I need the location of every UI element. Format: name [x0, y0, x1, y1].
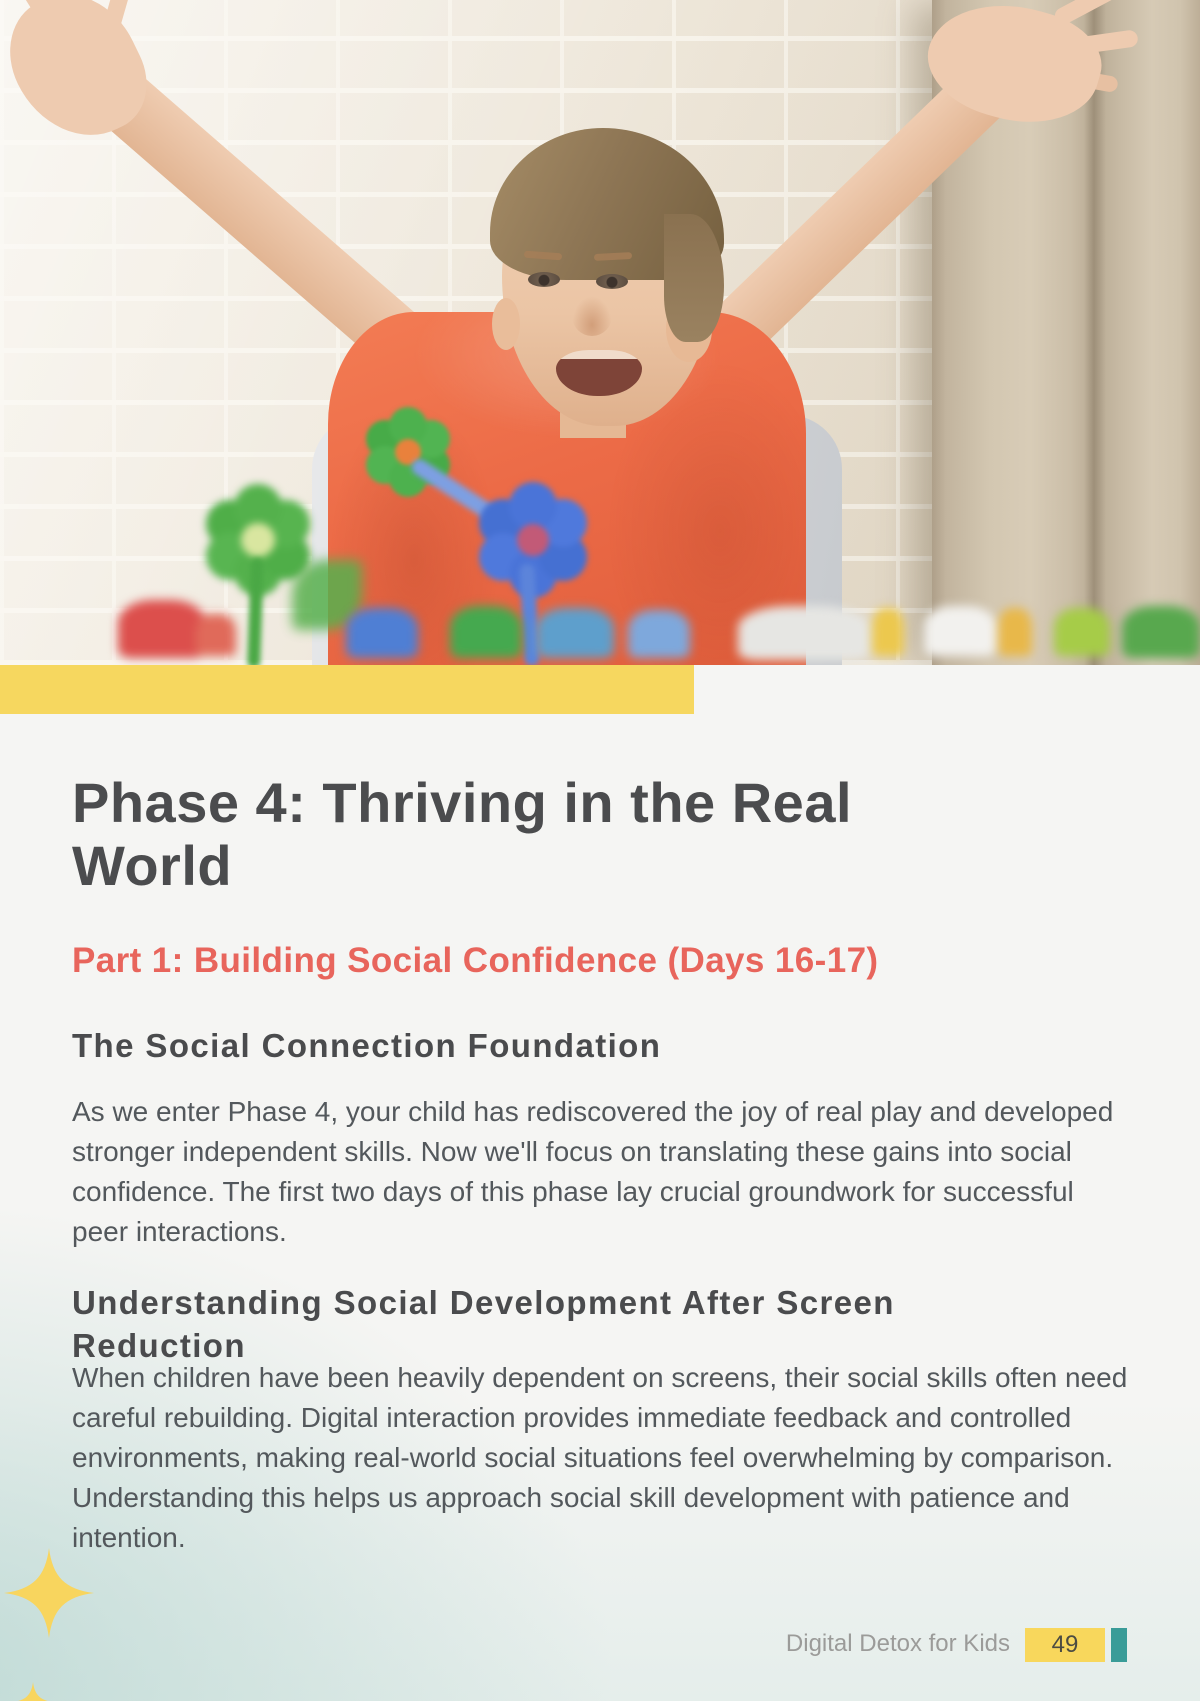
section-heading-understanding	[72, 1282, 1130, 1368]
blurred-toy-row	[0, 592, 1200, 665]
toy-blob	[450, 606, 522, 658]
toy-blob	[628, 610, 690, 658]
toy-blob	[924, 606, 996, 656]
toy-blob	[1054, 608, 1110, 656]
toy-blob	[346, 608, 418, 658]
yellow-accent-bar	[0, 665, 694, 714]
paragraph-social-foundation: As we enter Phase 4, your child has rediscovered the joy of real play and developed stronger independent skills. Now we'll focus on translating these gains into social confidence. The first two days of this phase lay crucial groundwork for successful peer interactions.	[72, 1096, 1114, 1248]
page-title-line: Phase 4: Thriving in the Real	[72, 771, 853, 834]
page-title-line: World	[72, 833, 233, 897]
boy-eye	[528, 272, 560, 287]
toy-blob	[872, 608, 904, 656]
page-number-badge: 49	[1025, 1628, 1105, 1662]
boy-nose	[572, 296, 612, 336]
teal-accent-bar	[1111, 1628, 1127, 1662]
footer-book-title: Digital Detox for Kids	[785, 1630, 1010, 1657]
paragraph-understanding: When children have been heavily dependent on screens, their social skills often need careful rebuilding. Digital interaction provides immediate feedback and controlled environments, making real-world social situations feel overwhelming by comparison. Understanding this helps us approach social skill development with patience and intention.	[72, 1362, 1128, 1554]
section-heading-social-foundation: The Social Connection Foundation	[72, 1027, 662, 1065]
page-content	[72, 714, 1130, 1558]
toy-blob	[196, 614, 236, 656]
boy-ear	[492, 298, 520, 350]
part-heading: Part 1: Building Social Confidence (Days 16-17)	[72, 941, 879, 981]
toy-blob	[738, 606, 870, 660]
toy-blob	[998, 608, 1032, 656]
toy-blob	[118, 600, 206, 658]
toy-flower-blue	[517, 524, 549, 556]
section-heading-line: Reduction	[72, 1327, 246, 1365]
page-title	[72, 772, 1130, 897]
sparkle-icon	[13, 1682, 53, 1701]
hero-photo	[0, 0, 1200, 665]
toy-blob	[536, 608, 614, 658]
sparkle-icon	[4, 1548, 94, 1638]
section-heading-line: Understanding Social Development After Screen	[72, 1284, 895, 1322]
boy-eye	[596, 274, 628, 289]
toy-blob	[1122, 606, 1200, 658]
toy-flower-green	[241, 523, 275, 557]
